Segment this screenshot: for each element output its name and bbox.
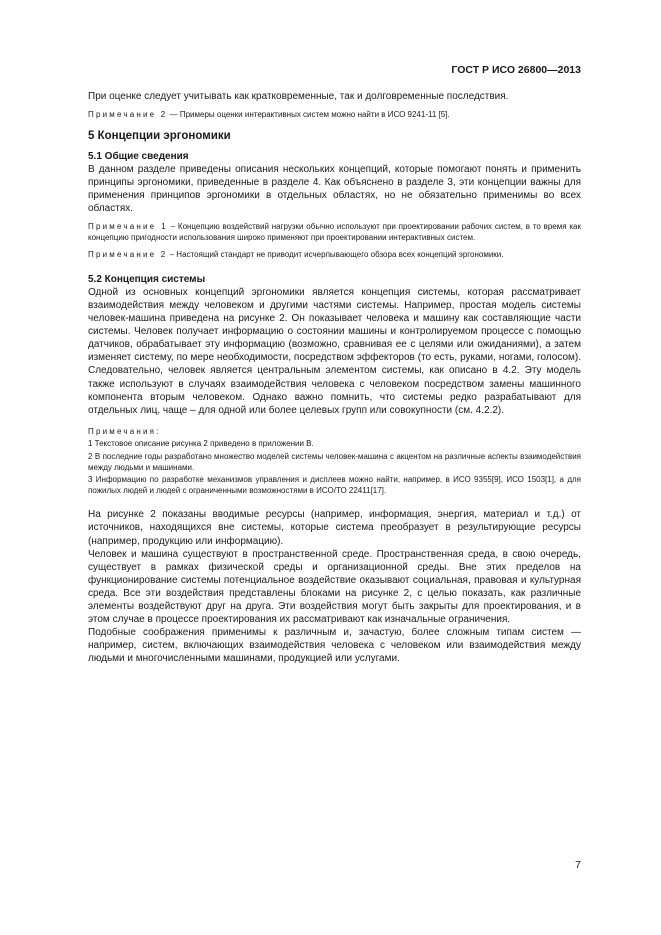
note-item-1: 1 Текстовое описание рисунка 2 приведено в приложении В. <box>88 439 314 449</box>
section-5-2-paragraph-2: На рисунке 2 показаны вводимые ресурсы (например, информация, энергия, материал и т.д.) от источников, находящихся вне системы, которые система преобразует в результирующие ресурсы (например, продукцию или информацию). <box>88 509 581 547</box>
intro-paragraph: При оценке следует учитывать как кратковременные, так и долговременные последствия. <box>88 91 509 102</box>
document-header: ГОСТ Р ИСО 26800—2013 <box>451 64 581 76</box>
note-item-2: 2 В последние годы разработано множество моделей системы человек-машина с акцентом на различные аспекты взаимодействия между людьми и машинами. <box>88 451 581 472</box>
section-5-2-paragraph-3: Человек и машина существуют в пространственной среде. Пространственная среда, в свою очередь, существует в рамках физической среды и организационной среды. Вне этих пределов на функционирование системы потенциальное воздействие оказывают социальная, правовая и культурная среда. Все эти воздействия представлены блоками на рисунке 2, с целью показать, как различные элементы воздействуют друг на друга. Эти воздействия могут быть закрыты для проектирования, и в этом случае в процессе проектирования их рассматривают как изначальные ограничения. <box>88 548 581 626</box>
intro-note <box>88 110 581 121</box>
notes-label: Примечания: <box>88 426 161 436</box>
note-label: Примечание 2 <box>88 110 168 120</box>
page-number: 7 <box>575 859 581 871</box>
note-item-3: 3 Информацию по разработке механизмов управления и дисплеев можно найти, например, в ИСО 9355[9], ИСО 1503[1], а для пожилых людей и людей с ограниченными возможностями в ИСО/ТО 22411[17]. <box>88 475 581 495</box>
note-text: – Концепцию воздействий нагрузки обычно используют при проектировании рабочих систем, в то время как концепцию пригодности использования широко применяют при проектировании интерактивных систем. <box>88 222 581 242</box>
section-5-2-paragraph-1: Одной из основных концепций эргономики является концепция системы, которая рассматривает взаимодействия между человеком и другими частями системы. Например, простая модель системы человек-машина приведена на рисунке 2. Он показывает человека и машину как составляющие части системы. Человек получает информацию о состоянии машины и контролируемом процессе с помощью датчиков, обрабатывает эту информацию (возможно, сравнивая ее с целями или ожиданиями), а затем изменяет систему, по мере необходимости, посредством эффекторов (то есть, руками, ногами, голосом). Следовательно, человек является центральным элементом системы, как описано в 4.2. Эту модель также используют в случаях взаимодействия человека с человеком посредством замены машинного компонента вторым человеком. Однако важно помнить, что системы редко разрабатывают для отдельных лиц, чаще – для одной или более целевых групп или совокупности (см. 4.2.2). <box>88 286 581 416</box>
section-5-1-heading: 5.1 Общие сведения <box>88 150 189 162</box>
section-5-2-paragraph-4: Подобные соображения применимы к различным и, зачастую, более сложным типам систем — например, систем, включающих взаимодействия человека с человеком или взаимодействия между людьми и многочисленными машинами, продукцией или услугами. <box>88 627 581 665</box>
note-text: — Примеры оценки интерактивных систем можно найти в ИСО 9241-11 [5]. <box>167 110 450 120</box>
note-label: Примечание 1 <box>88 222 168 232</box>
note-text: – Настоящий стандарт не приводит исчерпывающего обзора всех концепций эргономики. <box>167 250 504 260</box>
section-5-1-note-1 <box>88 222 581 243</box>
note-label: Примечание 2 <box>88 250 168 260</box>
section-5-2-notes <box>88 427 581 497</box>
section-5-1-note-2 <box>88 250 581 261</box>
section-5-2-heading: 5.2 Концепция системы <box>88 273 206 285</box>
section-5-heading: 5 Концепции эргономики <box>88 129 231 142</box>
section-5-1-paragraph: В данном разделе приведены описания нескольких концепций, которые помогают понять и применить принципы эргономики, приведенные в разделе 4. Как объяснено в разделе 3, эти концепции важны для применения принципов эргономики в отдельных областях, но не обязательно применимы во всех областях. <box>88 163 581 214</box>
